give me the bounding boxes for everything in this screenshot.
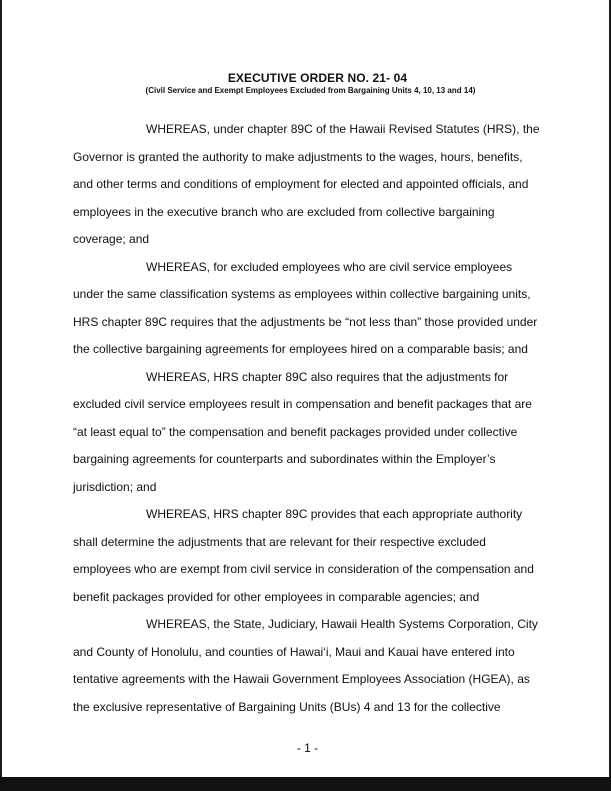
paragraph-line: the exclusive representative of Bargaining Units (BUs) 4 and 13 for the collective bbox=[73, 699, 501, 714]
paragraph-line: “at least equal to” the compensation and benefit packages provided under collective bbox=[73, 424, 518, 439]
paragraph-line: jurisdiction; and bbox=[73, 479, 157, 494]
paragraph-line: employees who are exempt from civil service in consideration of the compensation and bbox=[73, 562, 534, 576]
paragraph-line: benefit packages provided for other employees in comparable agencies; and bbox=[73, 589, 480, 604]
page-number: - 1 - bbox=[296, 741, 319, 755]
paragraph-line: WHEREAS, under chapter 89C of the Hawaii Revised Statutes (HRS), the bbox=[146, 122, 540, 136]
viewer-bottom-bar bbox=[0, 777, 611, 791]
document-body bbox=[73, 118, 543, 723]
document-page bbox=[2, 0, 609, 777]
document-subtitle: (Civil Service and Exempt Employees Excluded from Bargaining Units 4, 10, 13 and 14) bbox=[145, 86, 476, 95]
paragraph-line: and other terms and conditions of employment for elected and appointed officials, and bbox=[73, 177, 529, 191]
paragraph-line: bargaining agreements for counterparts and subordinates within the Employer’s bbox=[73, 452, 496, 466]
paragraph-line: Governor is granted the authority to make adjustments to the wages, hours, benefits, bbox=[73, 149, 523, 164]
paragraph-line: tentative agreements with the Hawaii Government Employees Association (HGEA), as bbox=[73, 672, 530, 686]
paragraph-line: under the same classification systems as employees within collective bargaining units, bbox=[73, 287, 531, 301]
paragraph-line: WHEREAS, HRS chapter 89C provides that each appropriate authority bbox=[146, 507, 523, 521]
document-title: EXECUTIVE ORDER NO. 21- 04 bbox=[227, 71, 408, 85]
paragraph-line: shall determine the adjustments that are relevant for their respective excluded bbox=[73, 534, 486, 549]
paragraph-line: excluded civil service employees result in compensation and benefit packages that are bbox=[73, 397, 532, 411]
paragraph-line: WHEREAS, the State, Judiciary, Hawaii Health Systems Corporation, City bbox=[146, 617, 538, 631]
paragraph-line: the collective bargaining agreements for employees hired on a comparable basis; and bbox=[73, 342, 528, 356]
paragraph-line: WHEREAS, for excluded employees who are civil service employees bbox=[146, 259, 513, 274]
paragraph-line: coverage; and bbox=[73, 232, 150, 246]
paragraph-line: and County of Honolulu, and counties of Hawai‘i, Maui and Kauai have entered into bbox=[73, 644, 515, 659]
paragraph-line: HRS chapter 89C requires that the adjustments be “not less than” those provided under bbox=[73, 314, 538, 329]
paragraph-line: employees in the executive branch who are excluded from collective bargaining bbox=[73, 204, 495, 219]
paragraph-line: WHEREAS, HRS chapter 89C also requires that the adjustments for bbox=[146, 369, 509, 384]
